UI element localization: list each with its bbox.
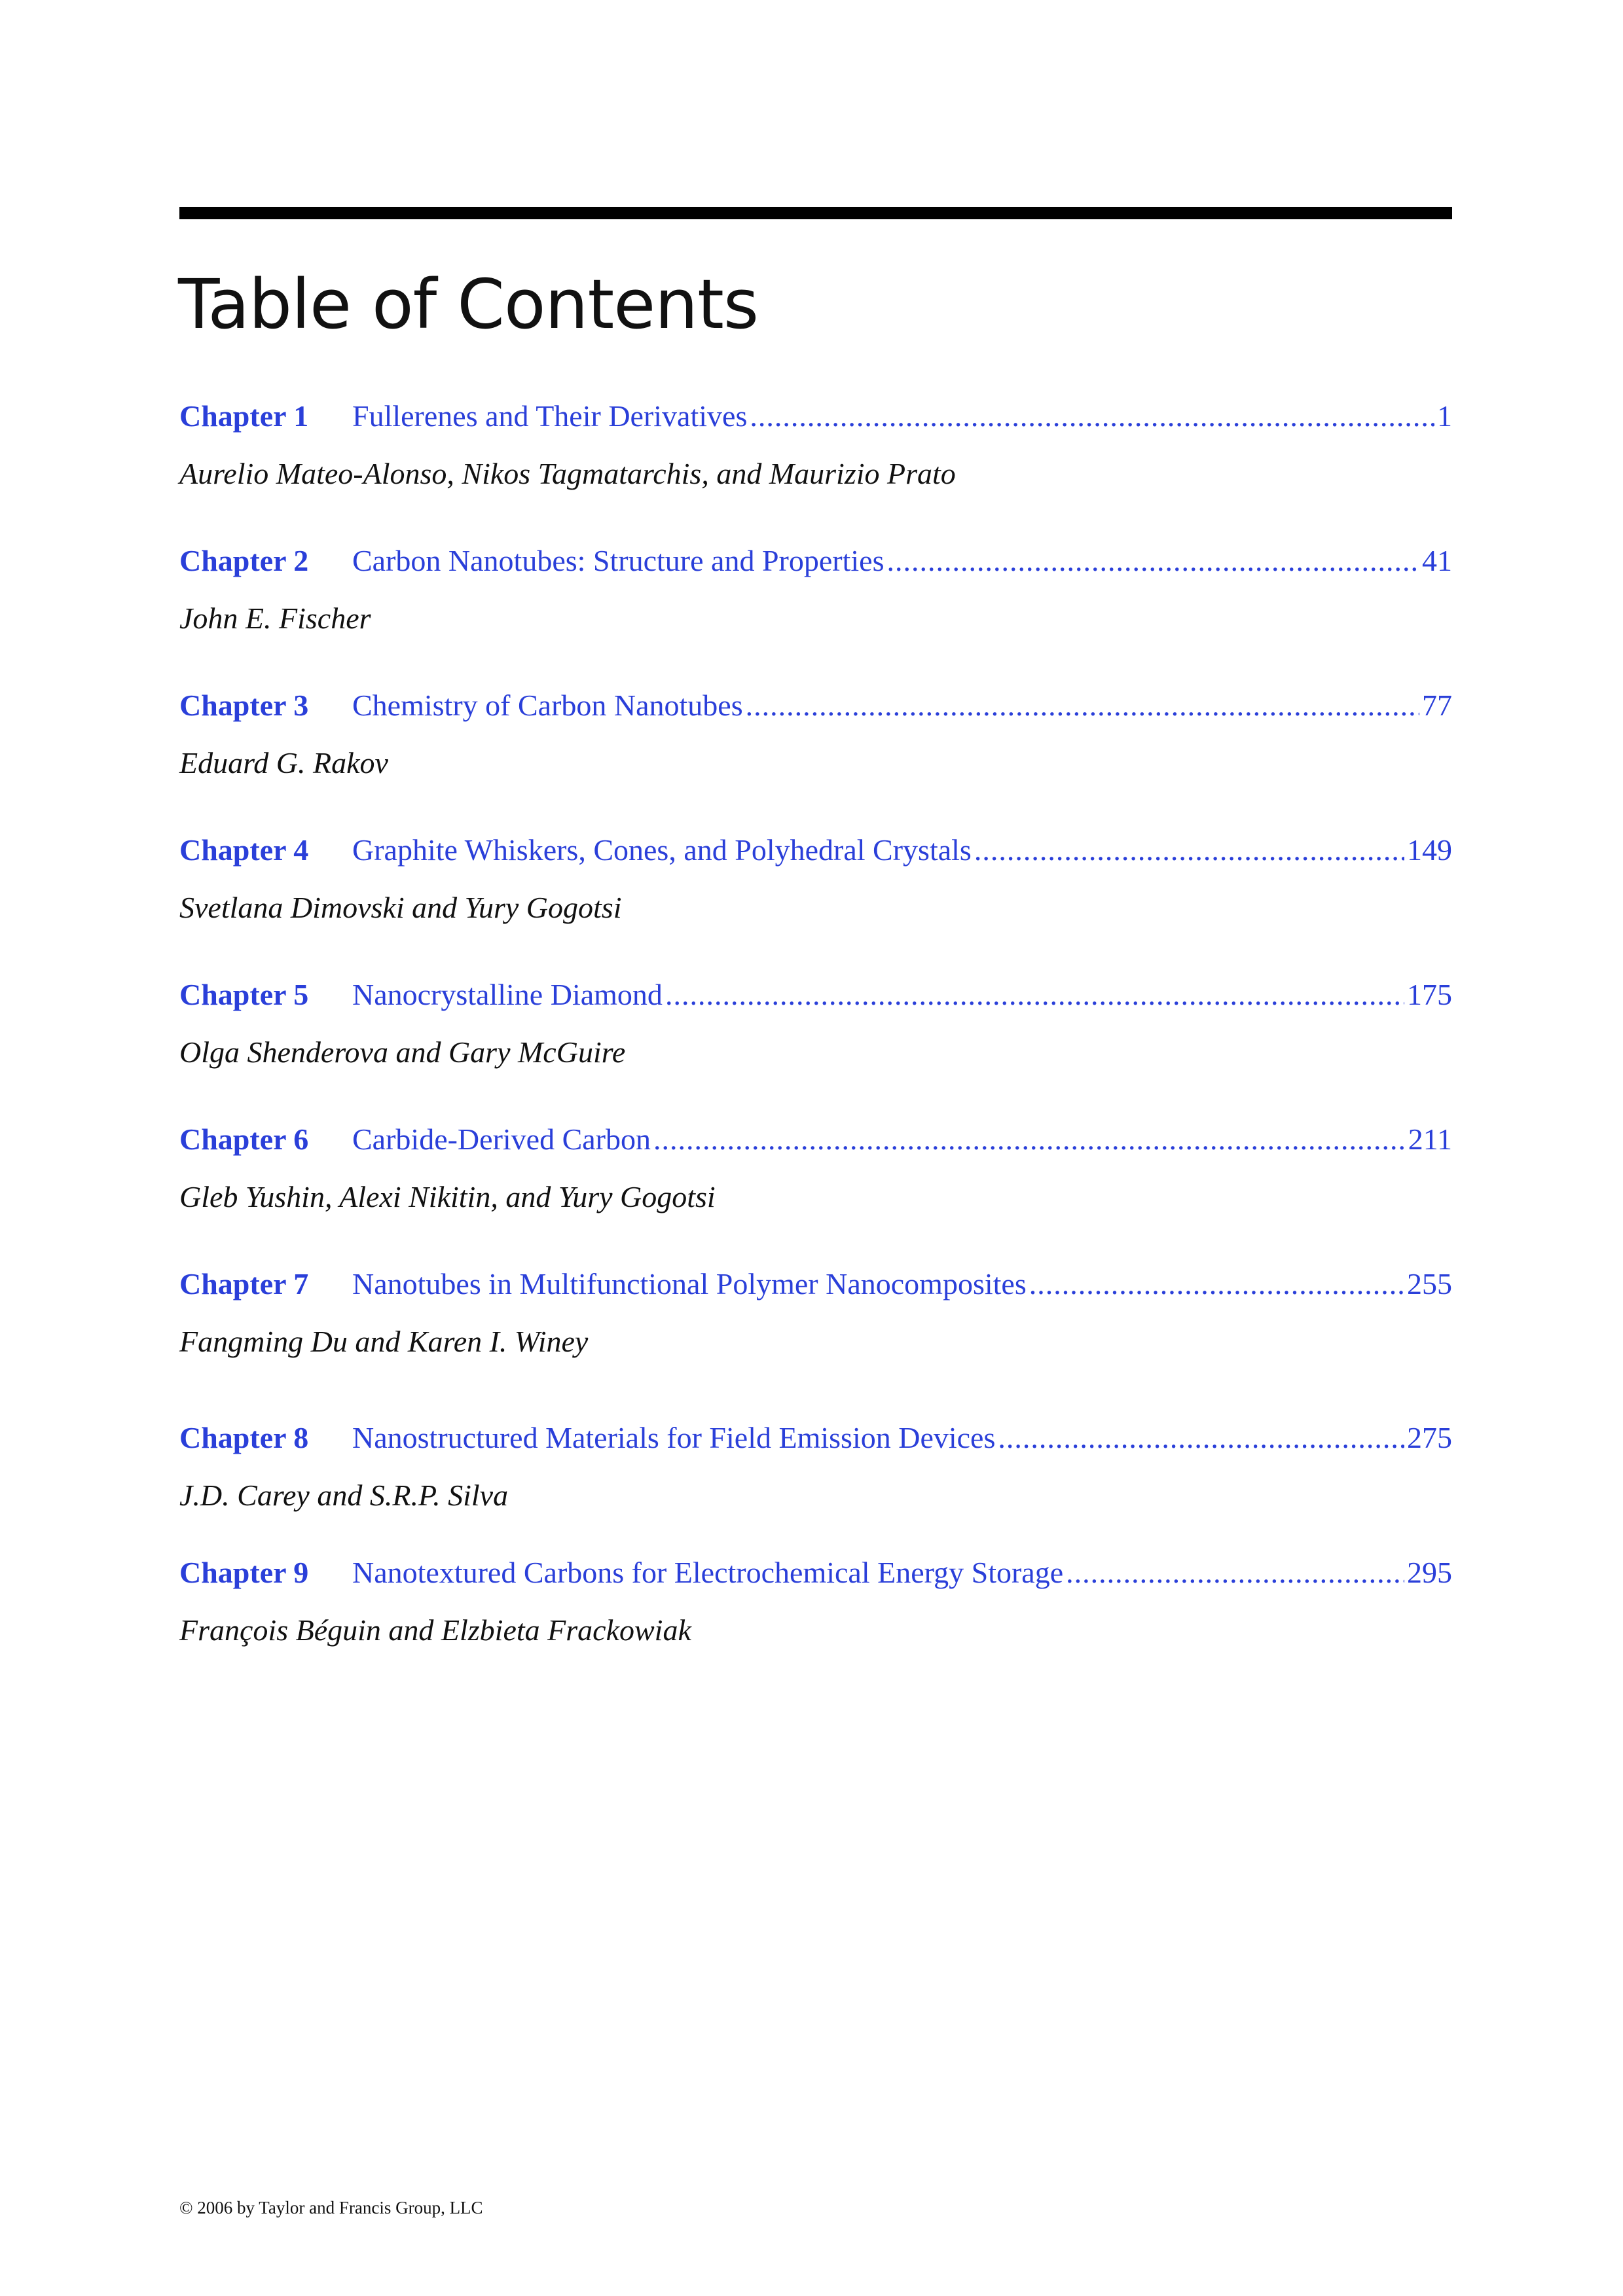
- chapter-5-link[interactable]: [179, 975, 1452, 1014]
- chapter-title: Nanocrystalline Diamond: [352, 978, 663, 1011]
- toc-entry-chapter-3: [179, 686, 1452, 783]
- chapter-label: Chapter 8: [179, 1421, 309, 1454]
- page-number: 211: [1408, 1122, 1452, 1156]
- toc-entry-chapter-7: [179, 1265, 1452, 1361]
- page-number: 41: [1422, 544, 1452, 577]
- dot-leader: [1066, 1553, 1404, 1592]
- dot-leader: [998, 1418, 1404, 1458]
- chapter-3-link[interactable]: [179, 686, 1452, 725]
- chapter-1-link[interactable]: [179, 397, 1452, 436]
- toc-entry-chapter-4: [179, 831, 1452, 927]
- page-number: 295: [1407, 1556, 1452, 1589]
- chapter-authors: Fangming Du and Karen I. Winey: [179, 1325, 589, 1358]
- chapter-9-link[interactable]: [179, 1553, 1452, 1592]
- chapter-8-link[interactable]: [179, 1418, 1452, 1458]
- page-number: 255: [1407, 1267, 1452, 1300]
- toc-entry-chapter-9: [179, 1553, 1452, 1650]
- chapter-title: Nanotubes in Multifunctional Polymer Nanocomposites: [352, 1267, 1027, 1300]
- chapter-title: Carbon Nanotubes: Structure and Properties: [352, 544, 884, 577]
- dot-leader: [974, 831, 1404, 870]
- chapter-6-link[interactable]: [179, 1120, 1452, 1159]
- title-rule: [179, 207, 1452, 219]
- chapter-label: Chapter 1: [179, 399, 309, 433]
- dot-leader: [750, 397, 1434, 436]
- chapter-authors: Eduard G. Rakov: [179, 746, 388, 780]
- chapter-title: Graphite Whiskers, Cones, and Polyhedral Crystals: [352, 833, 972, 867]
- toc-entry-chapter-5: [179, 975, 1452, 1072]
- chapter-title: Nanotextured Carbons for Electrochemical Energy Storage: [352, 1556, 1064, 1589]
- copyright-notice: © 2006 by Taylor and Francis Group, LLC: [179, 2198, 483, 2217]
- page-number: 77: [1422, 689, 1452, 722]
- chapter-label: Chapter 2: [179, 544, 309, 577]
- dot-leader: [746, 686, 1419, 725]
- toc-entry-chapter-6: [179, 1120, 1452, 1217]
- page-number: 275: [1407, 1421, 1452, 1454]
- chapter-authors: Gleb Yushin, Alexi Nikitin, and Yury Gogotsi: [179, 1180, 716, 1213]
- page-number: 175: [1407, 978, 1452, 1011]
- chapter-title: Nanostructured Materials for Field Emission Devices: [352, 1421, 996, 1454]
- chapter-authors: Aurelio Mateo-Alonso, Nikos Tagmatarchis, and Maurizio Prato: [179, 457, 956, 490]
- chapter-7-link[interactable]: [179, 1265, 1452, 1304]
- chapter-label: Chapter 6: [179, 1122, 309, 1156]
- chapter-label: Chapter 5: [179, 978, 309, 1011]
- chapter-authors: Svetlana Dimovski and Yury Gogotsi: [179, 891, 622, 924]
- chapter-label: Chapter 3: [179, 689, 309, 722]
- dot-leader: [886, 541, 1419, 581]
- dot-leader: [665, 975, 1404, 1014]
- page-number: 149: [1407, 833, 1452, 867]
- chapter-label: Chapter 7: [179, 1267, 309, 1300]
- toc-entry-chapter-1: [179, 397, 1452, 493]
- page-number: 1: [1437, 399, 1452, 433]
- toc-entry-chapter-2: [179, 541, 1452, 638]
- dot-leader: [1029, 1265, 1404, 1304]
- chapter-authors: John E. Fischer: [179, 601, 371, 635]
- page-title: Table of Contents: [178, 264, 759, 344]
- chapter-2-link[interactable]: [179, 541, 1452, 581]
- chapter-authors: J.D. Carey and S.R.P. Silva: [179, 1479, 509, 1512]
- chapter-title: Carbide-Derived Carbon: [352, 1122, 651, 1156]
- chapter-authors: Olga Shenderova and Gary McGuire: [179, 1035, 626, 1069]
- chapter-title: Chemistry of Carbon Nanotubes: [352, 689, 743, 722]
- chapter-title: Fullerenes and Their Derivatives: [352, 399, 748, 433]
- chapter-label: Chapter 9: [179, 1556, 309, 1589]
- chapter-label: Chapter 4: [179, 833, 309, 867]
- chapter-4-link[interactable]: [179, 831, 1452, 870]
- chapter-authors: François Béguin and Elzbieta Frackowiak: [179, 1613, 691, 1647]
- toc-entry-chapter-8: [179, 1418, 1452, 1515]
- dot-leader: [653, 1120, 1406, 1159]
